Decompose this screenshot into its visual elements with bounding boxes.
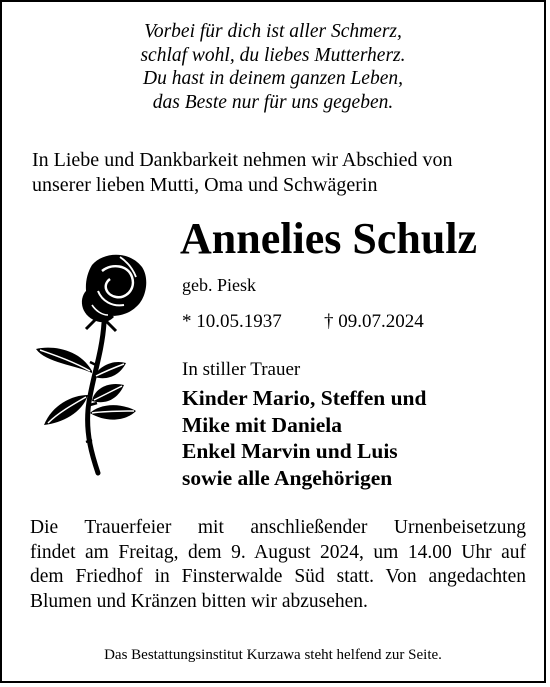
intro-line: unserer lieben Mutti, Oma und Schwägerin	[32, 174, 378, 196]
death-date: † 09.07.2024	[324, 311, 424, 332]
service-line: Blumen und Kränzen bitten wir abzusehen.	[30, 590, 368, 612]
poem-line: Du hast in deinem ganzen Leben,	[143, 68, 403, 89]
mourner-line: Kinder Mario, Steffen und	[182, 386, 427, 410]
funeral-home-note: Das Bestattungsinstitut Kurzawa steht helfend zur Seite.	[104, 647, 442, 663]
service-line: Die Trauerfeier mit anschließender Urnenbeisetzung	[30, 517, 526, 538]
service-line: findet am Freitag, dem 9. August 2024, um 14.00 Uhr auf	[30, 541, 526, 563]
deceased-name: Annelies Schulz	[180, 214, 478, 263]
poem-line: das Beste nur für uns gegeben.	[152, 91, 394, 113]
birth-name: geb. Piesk	[182, 275, 256, 295]
service-line: dem Friedhof in Finsterwalde Süd statt. Von angedachten	[30, 566, 526, 587]
funeral-service-info	[30, 516, 526, 614]
farewell-intro	[32, 148, 522, 198]
mourner-line: Mike mit Daniela	[182, 412, 343, 437]
mourners-list	[182, 385, 426, 491]
poem-line: schlaf wohl, du liebes Mutterherz.	[140, 44, 406, 66]
mourning-label: In stiller Trauer	[182, 359, 301, 380]
mourner-line: sowie alle Angehörigen	[182, 465, 393, 490]
intro-line: In Liebe und Dankbarkeit nehmen wir Abschied von	[32, 149, 453, 171]
memorial-poem	[2, 20, 544, 114]
mourner-line: Enkel Marvin und Luis	[182, 439, 398, 463]
birth-date: * 10.05.1937	[182, 311, 282, 332]
rose-icon	[32, 245, 152, 477]
poem-line: Vorbei für dich ist aller Schmerz,	[144, 21, 402, 42]
